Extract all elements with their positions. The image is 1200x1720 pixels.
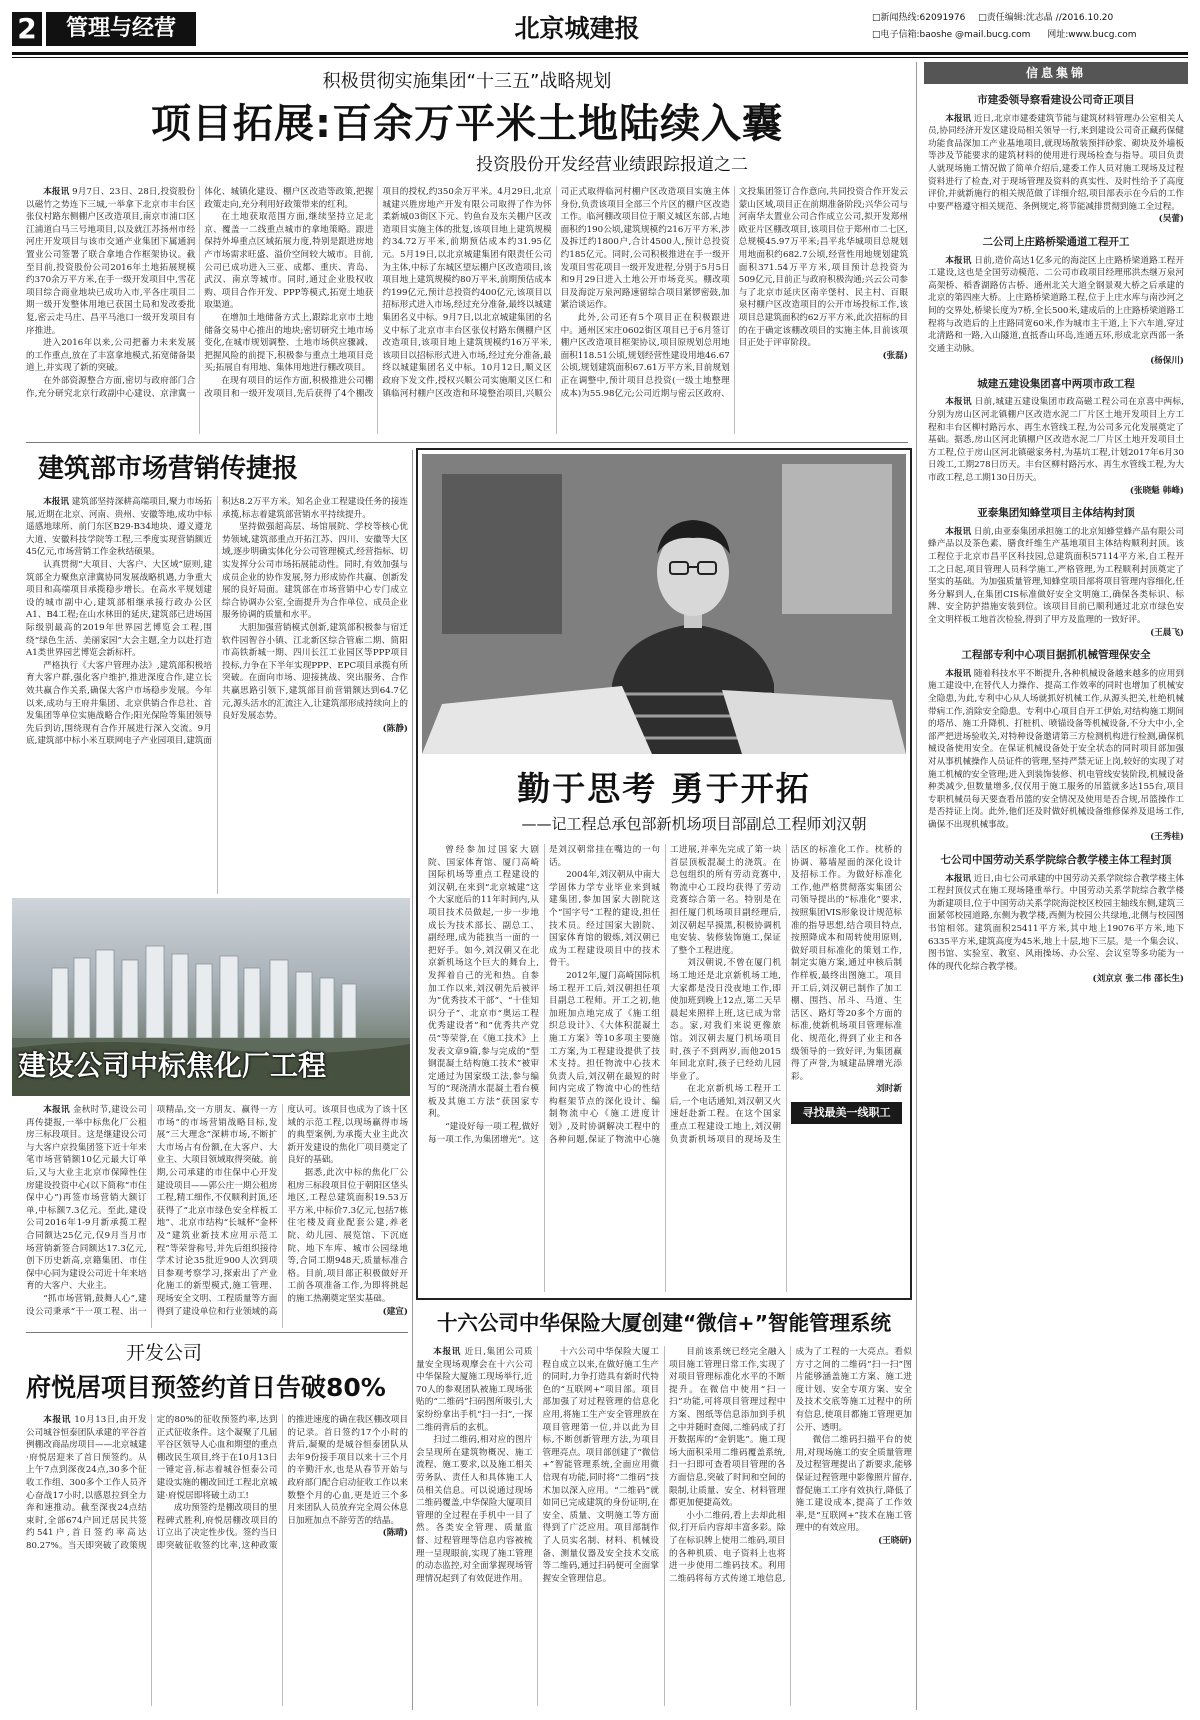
lead-tag: 本报讯: [43, 1105, 70, 1115]
smart-body: [416, 1346, 912, 1706]
email: □电子信箱:baoshe @mail.bucg.com: [872, 30, 1031, 40]
paragraph: 进入2016年以来,公司把蓄力未来发展的工作重点,放在了丰富拿地模式,拓宽储备渠道上,并实现了新的突破。: [26, 338, 196, 374]
lead-tag: 本报讯: [945, 255, 972, 266]
top-story-headline: 项目拓展:百余万平米土地陆续入囊: [151, 101, 783, 147]
paper-name: 北京城建报: [514, 14, 640, 43]
paragraph: 目前该系统已经完全融入项目施工管理日常工作,实现了对项目管理标准化水平的不断提升。在微信中使用“扫一扫”功能,可将项目管理过程中方案、图纸等信息添加到手机之中并随时查阅,二维码成了打开数据库的“金钥匙”。施工现场大面积采用二维码覆盖系统,扫一扫即可查看项目管理的各方面信息,突破了时间和空间的限制,让质量、安全、材料管理都更加便捷高效。: [669, 1347, 786, 1509]
byline: (张磊): [882, 350, 908, 361]
sidebar-item-text: 近日,北京市建委建筑节能与建筑材料管理办公室相关人员,协同经济开发区建设局相关领导一行,来到建设公司奇正藏药保健功能食品深加工产业基地项目,就现场散装预拌砂浆、砌块及外墙板等涉及节能要求的建筑材料的使用进行现场检查与指导。项目负责人就现场施工情况做了简单介绍后,建委工作人员对施工现场及过程资料进行了检查,对于现场管理及资料的真实性、及时性给予了高度评价,并就新施行的相关规范做了详细介绍,项目部表示在今后的工作中要严格遵守相关规范、条例规定,将节能减排贯彻到施工全过程。: [928, 113, 1184, 212]
top-story-body: [26, 186, 908, 434]
paragraph: 大胆加强营销模式创新,建筑部积极参与宿迁软件园智谷小镇、江北新区综合管廊二期、简阳市高铁新城一期、四川长江工业园区等PPP项目投标,力争在下半年实现PPP、EPC项目承揽有所突破。在面向市场、迎接挑战、突出服务、合作共赢思路引领下,建筑部目前营销额达到64.7亿元,源头活水的汇流注入,让建筑部形成持续向上的良好发展态势。: [222, 622, 408, 722]
marketing-story: [26, 450, 408, 898]
lead-tag: 本报讯: [945, 113, 972, 124]
lead-tag: 本报讯: [43, 187, 70, 197]
sidebar: [924, 62, 1188, 1712]
paragraph: 认真贯彻“大项目、大客户、大区域”原则,建筑部全力聚焦京津冀协同发展战略机遇,力争重大项目和高端项目承揽稳步增长。在高水平规划建设的城市副中心,建筑部相继承接行政办公区A1、B4工程;在山水林田的延庆,建筑部已进场国际级别最高的2019年世界园艺博览会工程,围绕“绿色生活、美丽家园”大会主题,全力以赴打造A1类世界园艺博览会新标杆。: [26, 559, 212, 659]
editor: □责任编辑:沈志晶: [978, 13, 1053, 23]
sidebar-item-headline: 亚泰集团知蜂堂项目主体结构封顶: [977, 507, 1135, 520]
paragraph: 严格执行《大客户管理办法》,建筑部积极培育大客户群,强化客户维护,推进深度合作,建立长效共赢合作关系,确保大客户市场稳步发展。今年以来,成功与王府井集团、北京供销合作总社、首发集团等单位实施战略合作;阳光保险等集团领导先后到访,围绕现有合作开展进行深入交流。9月底,建筑部中标小米互联网电子产业园项目,建筑面积达8.2万平方米。知名企业工程建设任务的接连承揽,标志着建筑部营销水平持续提升。: [26, 497, 408, 747]
sidebar-item: [928, 236, 1184, 368]
paragraph: 据悉,此次中标的焦化厂公租房三标段项目位于朝阳区垡头地区,工程总建筑面积19.53万平方米,中标价7.3亿元,包括7栋住宅楼及商业配套公建,养老院、幼儿园、展览馆、下沉庭院、地下车库、城市公园绿地等,合同工期948天,质量标准合格。目前,项目部正积极做好开工前各项准备工作,为即将挑起的施工热潮奠定坚实基础。: [287, 1167, 408, 1304]
paragraph: 9月7日、23日、28日,投资股份以磁竹之势连下三城,一举拿下北京市丰台区张仪村路东侧棚户区改造项目,南京市浦口区江浦道白马三号地项目,以及就江苏扬州市经河庄开发项目与该市交通产业集团下属通润置业公司签署了联合拿地合作框架协议。截至目前,投资股份公司2016年土地拓展规模约370余万平方米,在手一级开发项目中,雪花项目综合商业地块已成功入市,平各庄项目二期一级开发整体用地已获国土局和发改委批复,密云走马庄、昌平马池口一级开发项目有序推进。: [26, 187, 196, 336]
rendering-image: [12, 898, 410, 1096]
paragraph: 十六公司中华保险大厦工程自成立以来,在做好施工生产的同时,力争打造具有新时代特色的“互联网+”项目部。项目部加强了对过程管理的信息化应用,将施工生产安全管理放在项目管理第一位,并以此为目标,不断创新管理方法,为项目管理亮点。项目部创建了“微信+”智能管理系统,全面应用微信现有功能,同时将“二维码”技术加以深入应用。“二维码”就如同已完成建筑的身份证明,在安全、质量、文明施工等方面得到了广泛应用。项目部制作了人员实名制、材料、机械设备、测量仪器及安全技术交底等二维码,通过扫码便可全面掌握安全管理信息。: [542, 1347, 659, 1584]
profile-headline: 勤于思考 勇于开拓: [517, 769, 811, 808]
sidebar-item-text: 近日,由七公司承建的中国劳动关系学院综合教学楼主体工程封顶仪式在施工现场隆重举行。中国劳动关系学院综合教学楼为新建项目,位于中国劳动关系学院海淀校区校园主轴线东侧,建筑三面紧邻校园道路,东侧为教学楼,西侧为校园公共绿地,北侧与校园图书馆相邻。建筑面积25411平方米,其中地上19076平方米,地下6335平方米,建筑高度为45米,地上十层,地下三层。是一个集会议、图书馆、实验室、教室、风雨操场、办公室、会议室等多功能为一体的现代化综合教学楼。: [928, 873, 1184, 972]
profile-box: [416, 448, 912, 1300]
paragraph: 在北京新机场工程开工后,一个电话通知,刘汉朝又火速赶赴新工程。在这个国家重点工程建设工地上,刘汉朝负责新机场项目的现场及生活区的标准化工作。枕桥的协调、幕墙屋面的深化设计及招标工作。为做好标准化工作,他严格贯彻落实集团公司领导提出的“标准化”要求,按照集团VIS形象设计规范标准的指导思想,结合项目特点,按照降成本和周转使用原则,做好项目标准化的策划工作,制定实施方案,通过申核后制作样板,最终出图施工。项目开工后,刘汉朝已制作了加工棚、围挡、吊斗、马道、生活区、路灯等20多个方面的标准,使新机场项目管理标准化、规范化,得到了业主和各级领导的一致好评,为集团赢得了声誉,为城建品牌增光添彩。: [670, 845, 902, 1145]
paragraph: “建设好每一项工程,做好每一项工作,为集团增光”。这是刘汉朝常挂在嘴边的一句话。: [428, 845, 660, 1145]
byline: (陈静): [382, 723, 408, 734]
byline: (吴蕾): [1158, 214, 1184, 225]
issue-date: //2016.10.20: [1055, 13, 1114, 23]
byline: (王晨飞): [1150, 627, 1184, 638]
profile-body: [428, 844, 902, 1292]
campaign-badge: 寻找最美一线职工: [791, 1102, 902, 1124]
top-story-subhead: 投资股份开发经营业绩跟踪报道之二: [476, 155, 748, 175]
top-story: [26, 70, 908, 440]
hotline: □新闻热线:62091976: [872, 13, 966, 23]
smart-headline: 十六公司中华保险大厦创建“微信+”智能管理系统: [436, 1311, 892, 1335]
sidebar-item: [928, 649, 1184, 844]
sidebar-item-text: 随着科技水平不断提升,各种机械设备越来越多的应用到施工建设中,在替代人力操作、提高工作效率的同时也增加了机械安全隐患,为此,专利中心从人场就抓好机械工作,从源头把关,杜绝机械带病工作,消除安全隐患。专利中心项目自开工伊始,对结构施工期间的塔吊、施工升降机、打桩机、喷锚设备等机械设备,不分大中小,全部严把进场验收关,对特种设备邀请第三方检测机构进行检测,确保机械设备使用安全。在保证机械设备处于安全状态的同时项目部加强对从事机械操作人员证件的管理,坚持严禁无证上岗,较好的实现了对施工机械的安全管理;进入到装饰装修、机电管线安装阶段,机械设备种类减少,但数量增多,仅仅用于施工服务的吊篮就多达155台,项目专职机械员每天要查看吊篮的安全情况及使用是否合规,吊篮操作工是否持证上岗。此外,他们还及时做好机械设备维修保养及退场工作,确保不出现机械事故。: [928, 668, 1184, 830]
kaifa-body: [26, 1414, 408, 1706]
sidebar-item-text: 日前,由亚泰集团承担施工的北京知蜂堂蜂产品有限公司蜂产品以及茶色素、膳食纤维生产基地项目主体结构顺利封顶。该工程位于北京市昌平区科技园,总建筑面积57114平方米,自工程开工之日起,项目管理人员科学施工,严格管理,为工程顺利封顶奠定了坚实的基础。为加强质量管理,知蜂堂项目部将项目管理内容细化,任务分解到人,在集团CIS标准做好安全文明施工,确保各类标识、标牌、安全防护措施安装到位。该项目目前已顺利通过北京市绿色安全文明样板工地首次检验,得到了甲方及监理的一致好评。: [928, 526, 1184, 625]
paragraph: 此外,公司还有5个项目正在积极跟进中。通州区宋庄0602街区项目已于6月签订棚户区改造项目框架协议,项目原规划总用地面积118.51公顷,规划经营性建设用地46.67公顷,规划建筑面积67.61万平方米,目前规划正在调整中,预计项目总投资(一级土地整理成本)为55.98亿元;公司近期与密云区政府、文投集团签订合作意向,共同投资合作开发云蒙山区域,项目正在前期准备阶段;兴华公司与河南华太置业公司合作成立公司,拟开发郑州欧亚片区棚改项目,该项目位于郑州市二七区,总规模45.97万平米;昌平兆华城项目总规划用地面积约682.7公顷,经营性用地规划建筑面积371.54万平方米,项目预计总投资为509亿元,目前正与政府积极沟通;兴云公司参与了北京市延庆区南辛堡村、民主村、百眼泉村棚户区改造项目的公开市场投标工作,该项目总建筑面积约62万平方米,此次招标的目的在于确定该棚改项目的实施主体,目前该项目正处于评审阶段。: [560, 187, 908, 399]
paragraph: 10月13日,由开发公司城谷恒泰团队承建的平谷首例棚改商品房项目——北京城建·府悦居迎来了首日预签约。从上午7点到深夜24点,30多个征收工作组、300多个工作人员齐心奋战17小时,以感恩拉到全力奔和速推动。截至深夜24点结束时,全部674户回迁居民共签约541户,首日签约率高达80.27%。当天即突破了政策规定的80%的征收预签约率,达到正式征收条件。这个凝聚了几届平谷区领导人心血和期望的重点棚改民生项目,终于在10月13日一锤定音,标志着城谷恒泰公司建设实施的棚改回迁工程北京城建·府悦居即将破土动工!: [26, 1415, 278, 1551]
masthead: [12, 8, 1188, 52]
marketing-body: [26, 496, 408, 894]
byline: (王晓研): [878, 1535, 912, 1546]
smart-story: [416, 1306, 912, 1712]
paragraph: 在外部资源整合方面,密切与政府部门合作,充分研究北京行政副中心建设、京津冀一体化、城镇化建设、棚户区改造等政策,把握政策走向,充分利用好政策带来的红利。: [26, 187, 374, 399]
byline: (刘京京 张二伟 邵长生): [1092, 974, 1184, 985]
paragraph: 成功预签约是棚改项目的里程碑式胜利,府悦居棚改项目的订立出了决定性步伐。签约当日即突破征收签约比率,这种政策的推进速度的确在我区棚改项目的记录。首日签约17个小时的背后,凝聚的是城谷恒泰团队从去年9份接手项目以来十三个月的辛勤汗水,也是从春节开始与政府部门配合启动征收工作以来数整个月的心血,更是近三个多月来团队人员放弃完全周公休息日加班加点不辞劳苦的结晶。: [156, 1415, 408, 1551]
paragraph: 在现有项目的运作方面,积极推进公司棚改项目和一级开发项目,先后获得了4个棚改项目的授权,约350余万平米。4月29日,北京城建兴胜房地产开发有限公司取得了作为怀柔新城03街区下元、钓鱼台及东关棚户区改造项目实施主体的批复,该项目地上建筑规模约34.72万平米,前期预估成本约31.95亿元。5月19日,以北京城建集团有限责任公司为主体,中标了东城区望坛棚户区改造项目,该项目地上建筑规模约80万平米,前期预估成本约199亿元,预计总投资约400亿元,该项目以招标形式进入市场,经过充分准备,最终以城建集团名义中标。9月7日,以北京城建集团的名义中标了北京市丰台区张仪村路东侧棚户区改造项目,该项目地上建筑规模约16万平米,该项目以招标形式进入市场,经过充分准备,最终以城建集团名义中标。10月12日,顺义区政府下发文件,授权兴顺公司实施顺义区仁和镇临河村棚户区改造和环境整治项目,兴顺公司正式取得临河村棚户区改造项目实施主体身份,负责该项目全部三个片区的棚户区改造工作。临河棚改项目位于顺义城区东部,占地面积约190公顷,建筑规模约216万平方米,涉及拆迁约1800户,合计4500人,预计总投资约185亿元。同时,公司积极推进在手一级开发项目雪花项目一级开发进程,分别于5月5日和9月29日进入土地公开市场竞买。棚改项目及海淀万泉河路速留综合项目紧锣密鼓,加紧洽谈运作。: [204, 187, 730, 399]
sidebar-item-headline: 七公司中国劳动关系学院综合教学楼主体工程封顶: [940, 854, 1172, 867]
lead-tag: 本报讯: [433, 1347, 462, 1357]
paragraph: 2004年,刘汉朝从中南大学固体力学专业毕业来到城建集团,参加国家大剧院这个“国字号”工程的建设,担任技术员。经过国家大剧院、国家体育馆的锻炼,刘汉朝已成为工程建设项目中的技术骨干。: [549, 870, 660, 969]
profile-subhead: ——记工程总承包部新机场项目部副总工程师刘汉朝: [521, 815, 867, 833]
paragraph: 扫过二维码,相对应的图片会呈现所在建筑物概况、施工流程、施工要求,以及施工相关劳务队、责任人和具体施工人员相关信息。可以说通过现场二维码覆盖,中华保险大厦项目管理的全过程在手机中一目了然。各类安全管理、质量监督、过程管理等信息内容被梳理一呈现眼前,实现了施工管理的动态监控,对全面掌握现场管理情况起到了有效促进作用。: [416, 1435, 533, 1584]
paragraph: “抓市场营销,鼓舞人心”,建设公司秉承“干一项工程、出一项精品,交一方朋友、赢得一方市场”的市场营销战略目标,发展“三大理念”深耕市场,不断扩大市场占有份额,在大客户、大业主、大项目领域取得突破。前期,公司承建的市住保中心开发建设项目——郭公庄一期公租房工程,精工细作,不仅顺利封顶,还获得了“北京市绿色安全样板工地”、北京市结构“长城杯”金杯及“建筑业新技术应用示范工程”等荣誉称号,并先后组织接待学术讨论35批近900人次到项目参观考察学习,探索出了产业化施工的新型模式,施工管理、现场安全文明、工程质量等方面得到了建设单位和行业领域的高度认可。该项目也成为了该十区域的示范工程,以现场赢得市场的典型案例,为承揽大业主此次新开发建设的焦化厂项目奠定了良好的基础。: [26, 1105, 408, 1317]
portrait-photo: [422, 454, 906, 754]
sidebar-item: [928, 94, 1184, 226]
top-story-kicker: 积极贯彻实施集团“十三五”战略规划: [322, 71, 612, 92]
sidebar-item-headline: 二公司上庄路桥梁通道工程开工: [982, 235, 1130, 248]
kaifa-kicker: 开发公司: [126, 1342, 203, 1364]
lead-tag: 本报讯: [945, 873, 972, 884]
kaifa-story: [26, 1340, 408, 1712]
byline: (陈晴): [382, 1528, 408, 1539]
coking-story: [26, 1104, 408, 1328]
sidebar-item-text: 日前,城建五建设集团市政高磁工程公司在京喜中两标,分别为房山区河北镇棚户区改造水泥二厂片区土地开发项目上方工程和丰台区柳村路污水、再生水管线工程,为公司多元化发展奠定了基础。据悉,房山区河北镇棚户区改造水泥二厂片区土地开发项目土方工程,位于房山区河北镇磁家务村,为基坑工程,计划2017年6月30日竣工,工期278日历天。丰台区柳村路污水、再生水管线工程,为大市政工程,总工期130日历天。: [928, 397, 1185, 484]
byline: (王秀桂): [1150, 832, 1184, 843]
paragraph: 金秋时节,建设公司再传捷报,一举中标焦化厂公租房三标段项目。这是继建设公司与大客户京投集团签下近十年来笔市场营销额10亿元最大订单后,又与大业主北京市保障性住房建设投资中心(以下简称“市住保中心”)再签市场营销大额订单,中标额7.3亿元。至此,建设公司2016年1-9月新承揽工程合同额达25亿元,仅9月当月市场营销新签合同额达17.3亿元,创下历史新高,京籍集团、市住保中心同为建设公司近十年来培育的大客户、大业主。: [26, 1105, 147, 1292]
paragraph: 刘汉朝说,不曾在厦门机场工地还是北京新机场工地,大家都是没日没夜地工作,即使加班到晚上12点,第二天早晨起来照样上班,这已成为常态。家,对我们来说更像旅馆。刘汉朝去厦门机场项目时,孩子不到两岁,而他2015年回北京时,孩子已经幼儿园毕业了。: [670, 958, 781, 1082]
coking-headline: 建设公司中标焦化厂工程: [18, 1049, 327, 1082]
paragraph: 在增加土地储备方式上,跟踪北京市土地储备交易中心推出的地块;密切研究土地市场变化,在城市规划调整、土地市场供应骤减、把握风险的前提下,积极参与重点土地项目竞买;拓展自有用地、集体用地进行棚改项目。: [204, 312, 374, 374]
byline: (杨保川): [1150, 356, 1184, 367]
sidebar-item: [928, 507, 1184, 639]
paragraph: 2012年,厦门高崎国际机场工程开工后,刘汉朝担任项目副总工程师。开工之初,他加班加点地完成了《施工组织总设计》、《大体积混凝土施工方案》等10多项主要施工方案,为工程建设提供了技术支持。担任物流中心技术负责人后,刘汉朝在最短的时间内完成了物流中心的性结构框架节点的深化设计、编制物流中心《施工进度计划》,及时协调解决工程中的各种问题,保证了物流中心施工进展,并率先完成了第一块首层顶板混凝土的浇筑。在总包组织的所有劳动竞赛中,物流中心工段均获得了劳动竞赛综合第一名。特别是在担任厦门机场项目副经理后,刘汉朝起早摸黑,积极协调机电安装、装修装饰施工,保证了整个工程进度。: [549, 845, 781, 1145]
section-title: 管理与经营: [46, 12, 196, 46]
sidebar-title: 信息集锦: [924, 62, 1188, 84]
photo-portrait-icon: [422, 454, 906, 754]
lead-tag: 本报讯: [43, 497, 69, 507]
website: 网址:www.bucg.com: [1047, 30, 1137, 40]
byline: (张晓魁 韩峰): [1129, 485, 1184, 496]
paragraph: 坚持做强超高层、场馆展院、学校等核心优势领域,建筑部重点开拓江苏、四川、安徽等大区域,逐步明确实体化分公司管理模式,经营指标、切实发挥分公司市场拓展能动性。同时,有效加强与成员企业的协作发展,努力形成协作共赢、创新发展的良好局面。建筑部在市场营销中心专门成立综合协调办公室,全面提升为合作单位、成员企业服务协调的质量和水平。: [222, 522, 408, 621]
paragraph: 微信二维码扫描平台的使用,对现场施工的安全质量管理及过程管理提出了新要求,能够保证过程管理中影像照片留存,督促施工工序有效执行,降低了施工建设成本,提高了工作效率,是“互联网+”技术在施工管理中的有效应用。: [795, 1435, 912, 1534]
page-number: 2: [12, 12, 42, 46]
byline: (建宣): [382, 1306, 408, 1317]
paragraph: 近日,集团公司质量安全现场观摩会在十六公司中华保险大厦施工现场举行,近70人的参观团队被施工现场张贴的“二维码”扫码图所吸引,大家纷纷拿出手机“扫一扫”,一探二维码背后的玄机。: [416, 1347, 533, 1433]
lead-tag: 本报讯: [945, 397, 972, 408]
sidebar-item-headline: 工程部专利中心项目据抓机械管理保安全: [961, 649, 1151, 662]
sidebar-body: [924, 94, 1188, 986]
byline: 刘时新: [876, 1084, 902, 1095]
kaifa-headline: 府悦居项目预签约首日告破80%: [26, 1373, 386, 1402]
paragraph: 小小二维码,看上去却此相似,打开后内容却丰富多彩。除了在标识牌上使用二维码,项目的各种机质、电子资料上也将进一步使用二维码技术。利用二维码将每方式传递工地信息,成为了工程的一大亮点。看似方寸之间的二维码“扫一扫”图片能够涵盖施工方案、施工进度计划、安全专项方案、安全及技术交底等施工过程中的所有信息,使项目都施工管理更加公开、透明。: [669, 1347, 912, 1584]
sidebar-item-headline: 市建委领导察看建设公司奇正项目: [977, 94, 1135, 106]
marketing-headline: 建筑部市场营销传捷报: [38, 454, 299, 484]
paragraph: 在土地获取范围方面,继续坚持立足北京、覆盖一二线重点城市的拿地策略。跟进保持外埠重点区域拓展力度,特别是跟进房地产市场需求旺盛、溢价空间较大城市。目前,公司已成功进入三亚、成都、重庆、青岛、武汉、南京等城市。同时,通过企业股权收购、项目合作开发、PPP等模式,拓宽土地获取渠道。: [204, 212, 374, 311]
sidebar-item-text: 日前,造价高达1亿多元的海淀区上庄路桥梁道路工程开工建设,这也是全国劳动模范、二公司市政项目经理邢洪杰继万泉河高架桥、稻香湖路仿古桥、通州北关大道全钢景观大桥之后承建的北京的第四座大桥。上庄路桥梁道路工程,位于上庄水库与南沙河之间的交界处,桥梁长度为7桥,全长500米,建成后的上庄路桥梁道路工程将与改造后的上庄路同宽60米,作为城市主干道,上下六车道,穿过北清路和一路,入山隧道,直抵香山环岛,连通五环,形成北京西部一条交通主动脉。: [928, 255, 1184, 354]
paragraph: 曾经参加过国家大剧院、国家体育馆、厦门高崎国际机场等重点工程建设的刘汉朝,在来到“北京城建”这个大家庭后的11年时间内,从项目技术员做起,一步一步地成长为技术部长、副总工、副经理,成为能独当一面的一把好手。如今,刘汉朝又在北京新机场这个巨大的舞台上,发挥着自己的光和热。自参加工作以来,刘汉朝先后被评为“优秀技术干部”、“十佳知识分子”、北京市“奥运工程优秀建设者”和“优秀共产党员”等荣誉,在《施工技术》上发表文章9篇,参与完成的“型钢混凝土结构施工技术”被审定通过为国家级工法,参与编写的“现浇清水混凝土看台模板及其施工方法”获国家专利。: [428, 845, 539, 1120]
sidebar-item: [928, 854, 1184, 986]
lead-tag: 本报讯: [43, 1415, 71, 1425]
lead-tag: 本报讯: [945, 526, 972, 537]
paragraph: 建筑部坚持深耕高端项目,聚力市场拓展,近期在北京、河南、贵州、安徽等地,成功中标遥感地球所、前门东区B29-B34地块、遵义遵龙大道、安徽科技学院等工程,三季度实现营销额近45亿元,市场营销工作金秋结硕果。: [26, 497, 212, 558]
lead-tag: 本报讯: [945, 668, 972, 679]
sidebar-item: [928, 378, 1184, 497]
sidebar-item-headline: 城建五建设集团喜中两项市政工程: [977, 377, 1135, 390]
